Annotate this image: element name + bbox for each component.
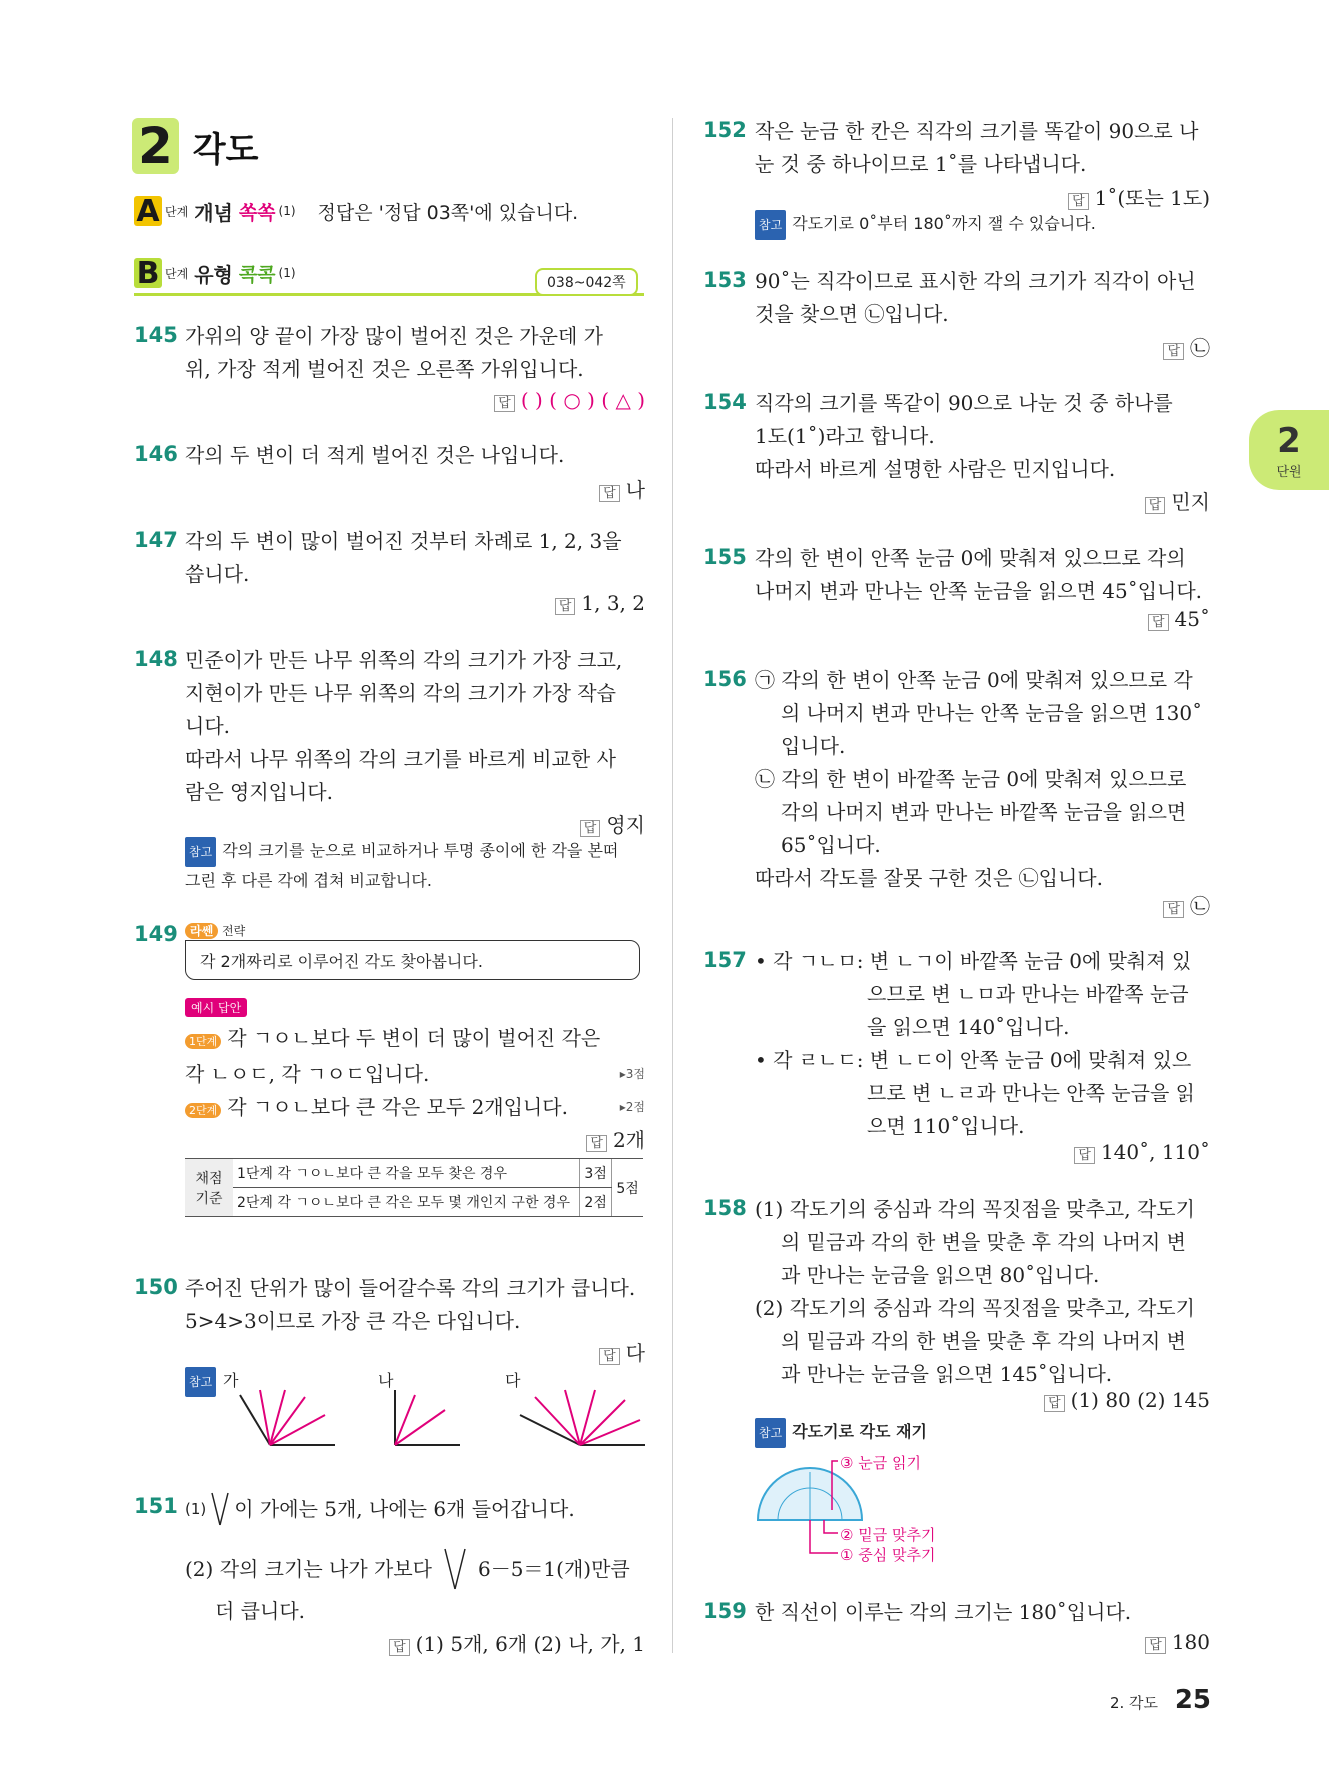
page-footer	[1110, 1685, 1211, 1715]
problem-159-text: 한 직선이 이루는 각의 크기는 180˚입니다.	[755, 1600, 1132, 1624]
answer-157: 답 140˚, 110˚	[755, 1140, 1210, 1164]
problem-number: 149	[134, 922, 178, 946]
problem-number: 157	[703, 948, 747, 972]
angle-unit-figures	[230, 1385, 650, 1450]
problem-number: 145	[134, 323, 178, 347]
strategy-box: 각 2개짜리로 이루어진 각도 찾아봅니다.	[185, 940, 640, 980]
angle-unit-icon	[208, 1491, 232, 1527]
answer-155: 답 45˚	[755, 607, 1210, 631]
page-range-pill: 038~042쪽	[535, 268, 638, 296]
problem-158-text: (1) 각도기의 중심과 각의 꼭짓점을 맞추고, 각도기 의 밑금과 각의 한 변을 맞춘 후 각의 나머지 변 과 만나는 눈금을 읽으면 80˚입니다. (2) 각도기의 중심과 각의 꼭짓점을 맞추고, 각도기 의 밑금과 각의 한 변을 맞춘 후 각의 나머지 변 과 만나는 눈금을 읽으면 145˚입니다.	[755, 1197, 1195, 1386]
scoring-criteria-table: 채점 기준 1단계 각 ㄱㅇㄴ보다 큰 각을 모두 찾은 경우 3점 5점 2단계 각 ㄱㅇㄴ보다 큰 각은 모두 몇 개인지 구한 경우 2점	[185, 1158, 643, 1217]
problem-number: 152	[703, 118, 747, 142]
reference-note-148: 참고 각의 크기를 눈으로 비교하거나 투명 종이에 한 각을 본떠 그린 후 다른 각에 겹쳐 비교합니다.	[185, 837, 655, 895]
answer-149: 답 2개	[185, 1124, 645, 1153]
answer-153: 답 ㉡	[755, 332, 1210, 361]
problem-number: 158	[703, 1196, 747, 1220]
problem-152-text: 작은 눈금 한 칸은 직각의 크기를 똑같이 90으로 나 눈 것 중 하나이므로 1˚를 나타냅니다.	[755, 119, 1199, 176]
problem-150-text: 주어진 단위가 많이 들어갈수록 각의 크기가 큽니다. 5>4>3이므로 가장 큰 각은 다입니다.	[185, 1276, 636, 1333]
angle-unit-icon	[440, 1547, 470, 1591]
reference-note-152: 참고 각도기로 0˚부터 180˚까지 잴 수 있습니다.	[755, 210, 1215, 240]
problem-148-text: 민준이가 만든 나무 위쪽의 각의 크기가 가장 크고, 지현이가 만든 나무 위쪽의 각의 크기가 가장 작습 니다. 따라서 나무 위쪽의 각의 크기를 바르게 비교한 사 람은 영지입니다.	[185, 648, 623, 804]
answer-151: 답 (1) 5개, 6개 (2) 나, 가, 1	[185, 1628, 645, 1657]
answer-146: 답 나	[185, 474, 645, 503]
page-number: 25	[1174, 1685, 1211, 1715]
problem-number: 150	[134, 1275, 178, 1299]
problem-147-text: 각의 두 변이 많이 벌어진 것부터 차례로 1, 2, 3을 씁니다.	[185, 529, 622, 586]
reference-tag: 참고	[185, 837, 216, 867]
answer-156: 답 ㉡	[755, 890, 1210, 919]
answer-158: 답 (1) 80 (2) 145	[755, 1388, 1210, 1412]
reference-tag-150: 참고	[185, 1367, 222, 1397]
stage-b-heading: B 단계 유형 콕콕 (1)	[134, 258, 302, 288]
problem-154-text: 직각의 크기를 똑같이 90으로 나눈 것 중 하나를 1도(1˚)라고 합니다. 따라서 바르게 설명한 사람은 민지입니다.	[755, 391, 1173, 481]
problem-151-text: (1) 이 가에는 5개, 나에는 6개 들어갑니다. (2) 각의 크기는 나가 가보다 6－5＝1(개)만큼 더 큽니다.	[185, 1491, 645, 1628]
answer-152: 답 1˚(또는 1도)	[755, 182, 1210, 211]
problem-145-text: 가위의 양 끝이 가장 많이 벌어진 것은 가운데 가 위, 가장 적게 벌어진 것은 오른쪽 가위입니다.	[185, 324, 603, 381]
problem-number: 151	[134, 1494, 178, 1518]
answer-148: 답 영지	[185, 809, 645, 838]
example-answer-tag: 예시 답안	[185, 998, 247, 1017]
chapter-number: 2	[132, 118, 179, 174]
answer-159: 답 180	[755, 1630, 1210, 1654]
protractor-label-2: ② 밑금 맞추기	[840, 1526, 936, 1544]
chapter-title: 각도	[192, 129, 259, 170]
problem-number: 148	[134, 647, 178, 671]
answer-154: 답 민지	[755, 486, 1210, 515]
problem-155-text: 각의 한 변이 안쪽 눈금 0에 맞춰져 있으므로 각의 나머지 변과 만나는 안쪽 눈금을 읽으면 45˚입니다.	[755, 546, 1203, 603]
problem-156-text: ㉠ 각의 한 변이 안쪽 눈금 0에 맞춰져 있으므로 각 의 나머지 변과 만나는 안쪽 눈금을 읽으면 130˚ 입니다. ㉡ 각의 한 변이 바깥쪽 눈금 0에 맞춰져 있으므로 각의 나머지 변과 만나는 바깥쪽 눈금을 읽으면 65˚입니다. 따라서 각도를 잘못 구한 것은 ㉡입니다.	[755, 668, 1203, 890]
unit-side-tab: 2 단원	[1249, 410, 1329, 490]
figure-label-na: 나	[378, 1371, 394, 1390]
protractor-label-3: ③ 눈금 읽기	[840, 1454, 921, 1472]
problem-number: 156	[703, 667, 747, 691]
stage-b-badge: B	[134, 258, 162, 288]
problem-number: 147	[134, 528, 178, 552]
problem-149-steps: 1단계 각 ㄱㅇㄴ보다 두 변이 더 많이 벌어진 각은 각 ㄴㅇㄷ, 각 ㄱㅇㄷ입니다. ▸3점 2단계 각 ㄱㅇㄴ보다 큰 각은 모두 2개입니다. ▸2점	[185, 1026, 645, 1119]
problem-153-text: 90˚는 직각이므로 표시한 각의 크기가 직각이 아닌 것을 찾으면 ㉡입니다.	[755, 269, 1196, 326]
strategy-tag: 라쎈 전략	[185, 922, 245, 939]
answer-147: 답 1, 3, 2	[185, 591, 645, 615]
problem-146-text: 각의 두 변이 더 적게 벌어진 것은 나입니다.	[185, 443, 565, 467]
reference-note-158: 참고 각도기로 각도 재기	[755, 1418, 927, 1448]
step-2-badge: 2단계	[185, 1103, 221, 1118]
chapter-header	[132, 118, 259, 174]
answer-location-note: 정답은 '정답 03쪽'에 있습니다.	[317, 201, 579, 224]
problem-number: 153	[703, 268, 747, 292]
protractor-label-1: ① 중심 맞추기	[840, 1546, 936, 1564]
answer-label: 답	[494, 395, 515, 412]
protractor-callout-lines	[800, 1455, 840, 1555]
footer-section: 2. 각도	[1109, 1694, 1159, 1712]
problem-number: 146	[134, 442, 178, 466]
step-1-badge: 1단계	[185, 1034, 221, 1049]
column-divider	[672, 118, 673, 1653]
answer-145: 답 ( ) ( ○ ) ( △ )	[185, 388, 645, 412]
problem-number: 154	[703, 390, 747, 414]
stage-a-heading: A 단계 개념 쏙쏙 (1) 정답은 '정답 03쪽'에 있습니다.	[134, 196, 578, 226]
problem-157-text: • 각 ㄱㄴㅁ: 변 ㄴㄱ이 바깥쪽 눈금 0에 맞춰져 있 으므로 변 ㄴㅁ과 만나는 바깥쪽 눈금 을 읽으면 140˚입니다. • 각 ㄹㄴㄷ: 변 ㄴㄷ이 안쪽 눈금 0에 맞춰져 있으 므로 변 ㄴㄹ과 만나는 안쪽 눈금을 읽 으면 110˚입니다.	[755, 949, 1195, 1138]
figure-label-ga: 가	[223, 1371, 239, 1390]
answer-150: 답 다	[185, 1337, 645, 1366]
stage-a-badge: A	[134, 196, 162, 226]
figure-label-da: 다	[505, 1371, 521, 1390]
problem-number: 155	[703, 545, 747, 569]
problem-number: 159	[703, 1599, 747, 1623]
